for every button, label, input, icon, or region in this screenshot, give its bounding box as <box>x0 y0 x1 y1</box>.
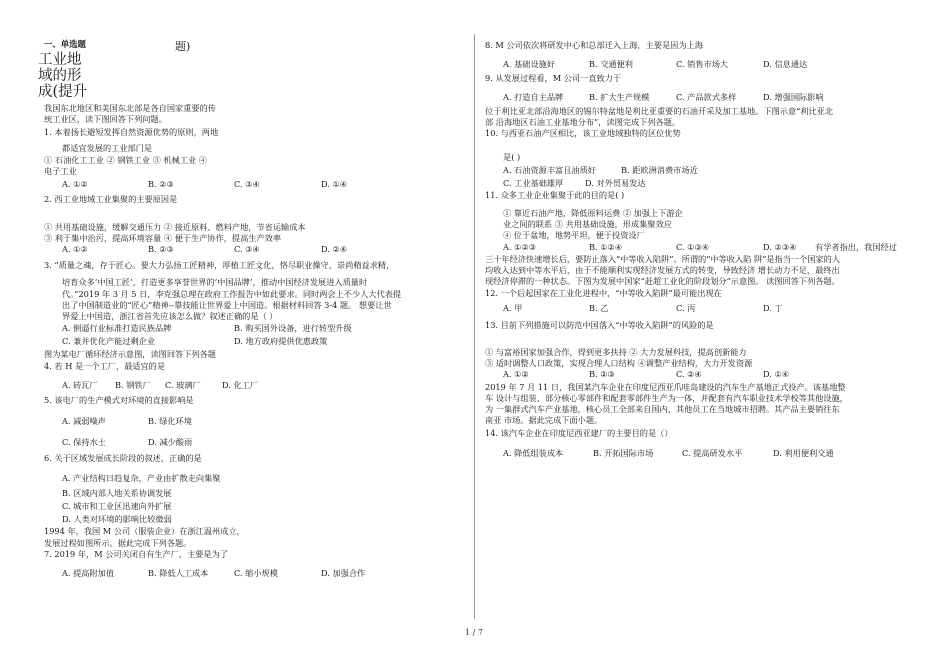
q5-choice-b[interactable]: B. 绿化环境 <box>148 416 192 426</box>
q11-choice-c[interactable]: C. ①③④ <box>676 242 710 252</box>
column-divider <box>474 34 475 619</box>
q14-stem: 14. 该汽车企业在印度尼西亚建厂的主要目的是（） <box>485 428 673 438</box>
q13-choice-a[interactable]: A. ①② <box>503 369 529 379</box>
q8-choice-b[interactable]: B. 交通便利 <box>589 59 633 69</box>
intro14-line1: 2019 年 7 月 11 日，我国某汽车企业在印度尼西亚爪哇岛建设的汽车生产基地正式投产。该基地整 <box>485 382 846 392</box>
q10-choice-c[interactable]: C. 工业基础雄厚 <box>503 178 564 188</box>
q7-choice-c[interactable]: C. 缩小规模 <box>234 568 278 578</box>
q1-options-line2: 电子工业 <box>44 166 77 176</box>
q8-choice-c[interactable]: C. 销售市场大 <box>676 59 729 69</box>
q13-choice-b[interactable]: B. ②③ <box>589 369 615 379</box>
q4-stem: 4. 若 H 是一个工厂，最适宜的是 <box>44 361 166 371</box>
intro10-line2: 部 沿海地区石油工业基地分布”，读图完成下列各题。 <box>485 117 681 127</box>
q11-choice-b[interactable]: B. ①②④ <box>589 242 623 252</box>
q12-stem: 12. 一个后起国家在工业化进程中，“中等收入陷阱”最可能出现在 <box>485 288 722 298</box>
q13-choice-d[interactable]: D. ①④ <box>763 369 790 379</box>
q7-choice-a[interactable]: A. 提高附加值 <box>62 568 115 578</box>
q3-choice-c[interactable]: C. 兼并优化产能过剩企业 <box>62 336 156 346</box>
q11-stem: 11. 众多工业企业集聚于此的目的是( ) <box>485 190 625 200</box>
q5-choice-c[interactable]: C. 保持水土 <box>62 437 106 447</box>
q3-line1: 3. “质量之魂，存于匠心。要大力弘扬工匠精神，厚植工匠文化，恪尽职业操守，崇尚精益求精， <box>44 260 395 270</box>
q4-choice-d[interactable]: D. 化工厂 <box>222 380 259 390</box>
q4-choice-b[interactable]: B. 钢铁厂 <box>115 380 151 390</box>
q13-stem: 13. 目前下列措施可以防范中国落入“中等收入陷阱”的风险的是 <box>485 320 714 330</box>
q12-choice-c[interactable]: C. 丙 <box>676 303 696 313</box>
q3-choice-d[interactable]: D. 地方政府提供优惠政策 <box>234 336 328 346</box>
intro12-line1: 三十年经济快速增长后，要防止落入“中等收入陷阱”。所谓的“中等收入陷 阱”是指当一个国家的人 <box>485 254 841 264</box>
q13-choice-c[interactable]: C. ②④ <box>676 369 702 379</box>
q1-choice-d[interactable]: D. ①④ <box>321 179 348 189</box>
q9-choice-c[interactable]: C. 产品款式多样 <box>676 92 737 102</box>
intro14-line2: 车 设计与组装、部分核心零部件和配套零部件生产为一体，并配套有汽车职业技术学校等其他设施， <box>485 393 848 403</box>
q6-stem: 6. 关于区域发展成长阶段的叙述，正确的是 <box>44 453 202 463</box>
big-title-line2: 域的形 <box>38 68 82 84</box>
q2-options-line1: ① 共用基础设施，缓解交通压力 ② 接近原料、燃料产地，节省运输成本 <box>44 222 306 232</box>
page-number: 1 / 7 <box>465 628 483 637</box>
q2-choice-c[interactable]: C. ③④ <box>234 244 260 254</box>
intro7-line2: 发展过程如图所示。据此完成下列各题。 <box>44 538 192 548</box>
intro14-line3: 为 一集群式汽车产业基地，核心员工全部来自国内，其他员工在当地城市招聘。其产品主要销往东 <box>485 404 840 414</box>
intro7-line1: 1994 年，我国 M 公司（服装企业）在浙江温州成立， <box>44 526 245 536</box>
q14-choice-b[interactable]: B. 开拓国际市场 <box>593 448 654 458</box>
q3-choice-b[interactable]: B. 购买国外设备，进行转型升级 <box>234 323 352 333</box>
q8-choice-d[interactable]: D. 信息通达 <box>763 59 808 69</box>
q11-option-line2: 业之间的联系 ③ 共用基础设施，形成集聚效应 <box>503 219 672 229</box>
q10-stem: 10. 与西亚石油产区相比，该工业地域独特的区位优势 <box>485 128 681 138</box>
q11-option-line1: ① 靠近石油产地，降低原料运费 ② 加强上下游企 <box>503 208 683 218</box>
q2-choice-d[interactable]: D. ②④ <box>321 244 348 254</box>
q5-choice-a[interactable]: A. 减弱噪声 <box>62 416 106 426</box>
q10-choice-d[interactable]: D. 对外贸易发达 <box>585 178 646 188</box>
q3-choice-a[interactable]: A. 倒逼行业标准打造民族品牌 <box>62 323 172 333</box>
q8-stem: 8. M 公司依次将研发中心和总部迁入上海，主要是因为上海 <box>485 40 703 50</box>
q11-choice-a[interactable]: A. ①②③ <box>503 242 537 252</box>
q14-choice-c[interactable]: C. 提高研发水平 <box>682 448 743 458</box>
q5-choice-d[interactable]: D. 减少酸雨 <box>148 437 193 447</box>
q2-choice-a[interactable]: A. ①② <box>62 244 88 254</box>
intro10-line1: 位于利比亚北部沿海地区的锡尔特盆地是利比亚重要的石油开采及加工基地。下图示意“利比亚北 <box>485 106 834 116</box>
q10-stem2: 是( ) <box>503 152 521 162</box>
q9-choice-a[interactable]: A. 打造自主品牌 <box>503 92 564 102</box>
q1-stem2: 都适宜发展的工业部门是 <box>62 143 153 153</box>
q10-choice-a[interactable]: A. 石油资源丰富且油质好 <box>503 165 596 175</box>
q13-option-line1: ① 与富裕国家加强合作，得到更多扶持 ② 大力发展科技，提高创新能力 <box>485 347 747 357</box>
q4-choice-c[interactable]: C. 玻璃厂 <box>165 380 201 390</box>
section-title: 一、单选题 <box>44 39 86 49</box>
q7-stem: 7. 2019 年，M 公司关闭自有生产厂，主要是为了 <box>44 549 229 559</box>
big-title-line1: 工业地 <box>38 52 82 68</box>
q1-choice-b[interactable]: B. ②③ <box>148 179 174 189</box>
q10-choice-b[interactable]: B. 距欧洲消费市场近 <box>621 165 698 175</box>
q3-line2: 培育众多‘中国工匠’，打造更多享誉世界的‘中国品牌’，推动中国经济发展进入质量时 <box>62 277 368 287</box>
q2-choice-b[interactable]: B. ②③ <box>148 244 174 254</box>
intro12-line2: 均收入达到中等水平后，由于不能顺利实现经济发展方式的转变，导致经济 增长动力不足，最终出 <box>485 265 840 275</box>
intro12-line3: 现经济停滞的一种状态。下图为发展中国家“赶超工业化的阶段划分”示意图。 读图回答下列各题。 <box>485 276 840 286</box>
q13-option-line2: ③ 适时调整人口政策，实现合理人口结构 ④调整产业结构，大力开发资源 <box>485 358 753 368</box>
q7-choice-d[interactable]: D. 加强合作 <box>321 568 366 578</box>
q1-choice-c[interactable]: C. ③④ <box>234 179 260 189</box>
intro1-line2: 统工业区，读下图回答下列问题。 <box>44 114 167 124</box>
q6-choice-b[interactable]: B. 区域内部人地关系协调发展 <box>62 488 172 498</box>
q8-choice-a[interactable]: A. 基础设施好 <box>503 59 556 69</box>
intro4: 图为某电厂循环经济示意图，读图回答下列各题 <box>44 349 216 359</box>
q11-option-line3: ④ 位于盆地，地势平坦，便于投资设厂 <box>503 230 645 240</box>
q1-choice-a[interactable]: A. ①② <box>62 179 88 189</box>
q4-choice-a[interactable]: A. 砖瓦厂 <box>62 380 98 390</box>
q6-choice-d[interactable]: D. 人类对环境的影响比较微弱 <box>62 514 172 524</box>
q11-tail-text: 有学者指出，我国经过 <box>815 242 897 252</box>
q1-options-line1: ① 石油化工工业 ② 钢铁工业 ③ 机械工业 ④ <box>44 155 207 165</box>
q2-stem: 2. 西工业地域工业集聚的主要原因是 <box>44 194 178 204</box>
big-title-line1b: 题) <box>175 40 191 53</box>
big-title-line3: 成(提升 <box>38 84 88 100</box>
q6-choice-c[interactable]: C. 城市和工业区迅速向外扩展 <box>62 501 172 511</box>
q9-stem: 9. 从发展过程看，M 公司一直致力于 <box>485 73 622 83</box>
q11-choice-d[interactable]: D. ②③④ <box>763 242 797 252</box>
q7-choice-b[interactable]: B. 降低人工成本 <box>148 568 209 578</box>
intro14-line4: 南亚 市场。据此完成下面小题。 <box>485 415 603 425</box>
q12-choice-a[interactable]: A. 甲 <box>503 303 523 313</box>
q9-choice-b[interactable]: B. 扩大生产规模 <box>589 92 650 102</box>
q3-line4: 出了中国制造业的“匠心”精神--靠技能让世界爱上中国造。根据材料回答 3-4 题。 想要让世 <box>62 300 392 310</box>
q6-choice-a[interactable]: A. 产业结构日趋复杂，产业由扩散走向集聚 <box>62 473 221 483</box>
q3-line3: 代。”2019 年 3 月 5 日，李克强总理在政府工作报告中如此要求。同时两会上不少人大代表提 <box>62 289 402 299</box>
q14-choice-a[interactable]: A. 降低组装成本 <box>503 448 564 458</box>
q9-choice-d[interactable]: D. 增强国际影响 <box>763 92 824 102</box>
q5-stem: 5. 该电厂的生产模式对环境的直接影响是 <box>44 395 194 405</box>
q12-choice-d[interactable]: D. 丁 <box>763 303 783 313</box>
q3-line5: 界爱上中国造，浙江省首先应该怎么做？叙述正确的是（ ） <box>62 311 278 321</box>
intro1-line1: 我国东北地区和美国东北部是各自国家重要的传 <box>44 103 216 113</box>
q14-choice-d[interactable]: D. 利用便利交通 <box>773 448 834 458</box>
q12-choice-b[interactable]: B. 乙 <box>589 303 609 313</box>
q2-options-line2: ③ 利于集中治污，提高环境容量 ④ 便于生产协作，提高生产效率 <box>44 233 282 243</box>
q1-stem: 1. 本着扬长避短发挥自然资源优势的原则，两地 <box>44 127 219 137</box>
